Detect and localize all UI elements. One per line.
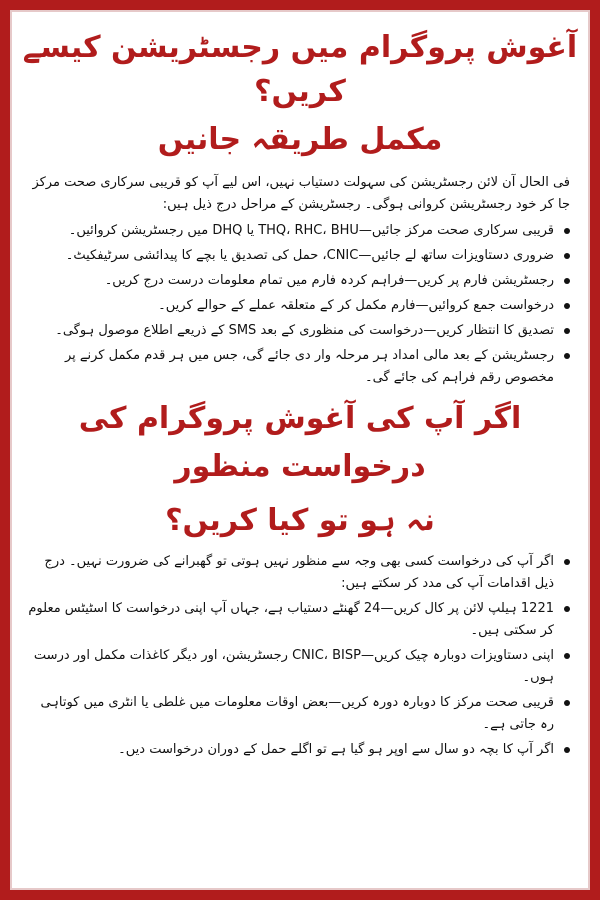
list-item: قریبی سرکاری صحت مرکز جائیں—THQ، RHC، BHU یا DHQ میں رجسٹریشن کروائیں۔ [26,220,554,242]
list-item: اپنی دستاویزات دوبارہ چیک کریں—CNIC، BISP رجسٹریشن، اور دیگر کاغذات مکمل اور درست ہوں۔ [26,645,554,689]
list-item: درخواست جمع کروائیں—فارم مکمل کر کے متعلقہ عملے کے حوالے کریں۔ [26,295,554,317]
intro-paragraph: فی الحال آن لائن رجسٹریشن کی سہولت دستیاب نہیں، اس لیے آپ کو قریبی سرکاری صحت مرکز جا کر خود رجسٹریشن کروانی ہوگی۔ رجسٹریشن کے مراحل درج ذیل ہیں: [32,175,570,212]
registration-steps-list [12,220,588,389]
section-title-line1: اگر آپ کی آغوش پروگرام کی درخواست منظور [78,401,522,484]
main-subtitle: مکمل طریقہ جانیں [157,122,443,157]
rejection-tips-list [12,551,588,761]
list-item: تصدیق کا انتظار کریں—درخواست کی منظوری کے بعد SMS کے ذریعے اطلاع موصول ہوگی۔ [26,320,554,342]
list-item: رجسٹریشن کے بعد مالی امداد ہر مرحلہ وار دی جائے گی، جس میں ہر قدم مکمل کرنے پر مخصوص رقم فراہم کی جائے گی۔ [26,345,554,389]
list-item: رجسٹریشن فارم پر کریں—فراہم کردہ فارم میں تمام معلومات درست درج کریں۔ [26,270,554,292]
list-item: اگر آپ کا بچہ دو سال سے اوپر ہو گیا ہے تو اگلے حمل کے دوران درخواست دیں۔ [26,739,554,761]
section-title-line2: نہ ہو تو کیا کریں؟ [165,503,435,538]
list-item: 1221 ہیلپ لائن پر کال کریں—24 گھنٹے دستیاب ہے، جہاں آپ اپنی درخواست کا اسٹیٹس معلوم کر سکتی ہیں۔ [26,598,554,642]
list-item: اگر آپ کی درخواست کسی بھی وجہ سے منظور نہیں ہوتی تو گھبرانے کی ضرورت نہیں۔ درج ذیل اقدامات آپ کی مدد کر سکتے ہیں: [26,551,554,595]
list-item: ضروری دستاویزات ساتھ لے جائیں—CNIC، حمل کی تصدیق یا بچے کا پیدائشی سرٹیفکیٹ۔ [26,245,554,267]
list-item: قریبی صحت مرکز کا دوبارہ دورہ کریں—بعض اوقات معلومات میں غلطی یا انٹری میں کوتاہی رہ جاتی ہے۔ [26,692,554,736]
main-title: آغوش پروگرام میں رجسٹریشن کیسے کریں؟ [22,30,578,109]
article-card [10,10,590,890]
